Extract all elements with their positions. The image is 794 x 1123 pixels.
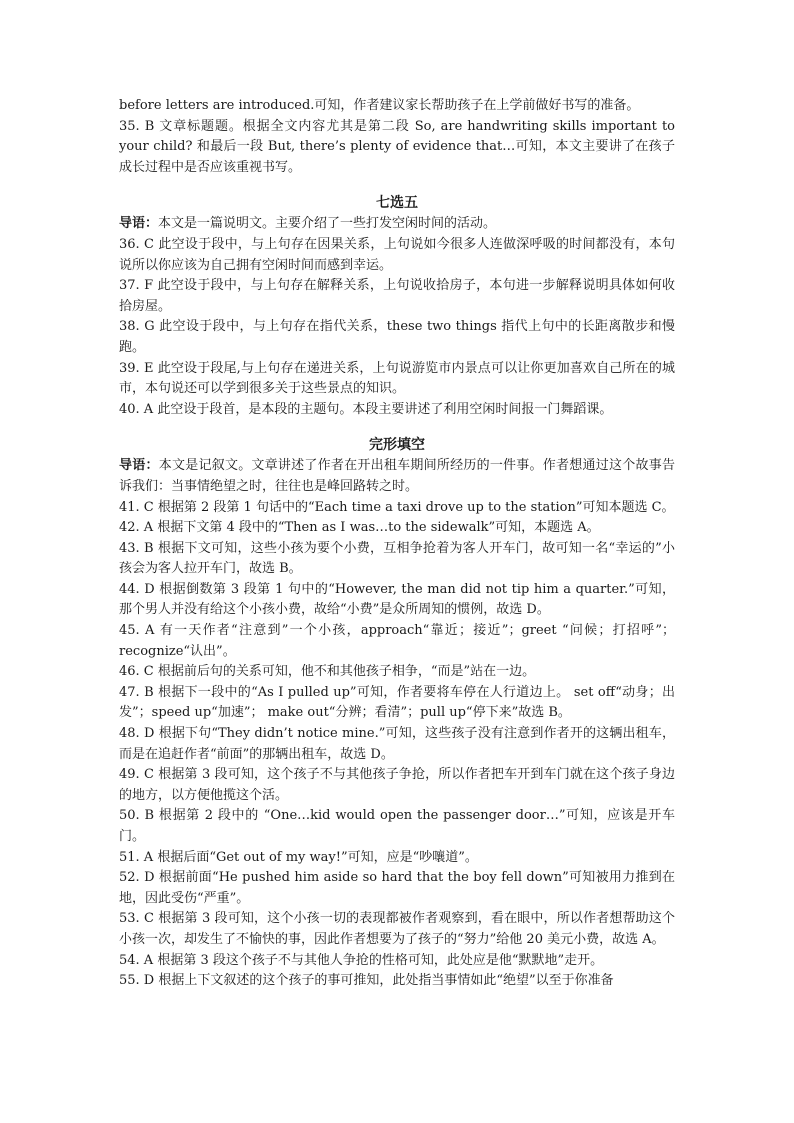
answer-item: 36. C 此空设于段中，与上句存在因果关系，上句说如今很多人连做深呼吸的时间都没有，本句说所以你应该为自己拥有空闲时间而感到幸运。 (119, 236, 675, 273)
section-title-cloze: 完形填空 (369, 437, 425, 454)
answer-item: 38. G 此空设于段中，与上句存在指代关系，these two things 指代上句中的长距离散步和慢跑。 (119, 319, 675, 355)
document-page (119, 96, 675, 992)
section-guide (119, 456, 675, 497)
answer-35: 35. B 文章标题题。根据全文内容尤其是第二段 So, are handwriting skills important to your child? 和最后一段 But, there’s plenty of evidence that…可知，本文主要讲了在孩子成长过程中是否应该重视书写。 (119, 118, 675, 175)
answer-item: 53. C 根据第 3 段可知，这个小孩一切的表现都被作者观察到，看在眼中，所以作者想帮助这个小孩一次，却发生了不愉快的事，因此作者想要为了孩子的“努力”给他 20 美元小费，故选 A。 (119, 911, 675, 947)
answer-item: 43. B 根据下文可知，这些小孩为要个小费，互相争抢着为客人开车门，故可知一名“幸运的”小孩会为客人拉开车门，故选 B。 (119, 540, 675, 577)
answer-item: 40. A 此空设于段首，是本段的主题句。本段主要讲述了利用空闲时间报一门舞蹈课。 (119, 401, 613, 417)
answer-item: 42. A 根据下文第 4 段中的“Then as I was…to the sidewalk”可知，本题选 A。 (119, 520, 600, 536)
answer-item: 54. A 根据第 3 段这个孩子不与其他人争抢的性格可知，此处应是他“默默地”走开。 (119, 952, 604, 968)
guide-text: 本文是一篇说明文。主要介绍了一些打发空闲时间的活动。 (158, 216, 497, 232)
answer-item: 52. D 根据前面“He pushed him aside so hard that the boy fell down”可知被用力推到在地，因此受伤“严重”。 (119, 870, 675, 906)
answer-item: 41. C 根据第 2 段第 1 句话中的“Each time a taxi drove up to the station”可知本题选 C。 (119, 499, 675, 515)
answer-item: 55. D 根据上下文叙述的这个孩子的事可推知，此处指当事情如此“绝望”以至于你准备 (119, 973, 614, 989)
guide-text: 本文是记叙文。文章讲述了作者在开出租车期间所经历的一件事。作者想通过这个故事告诉我们：当事情绝望之时，往往也是峰回路转之时。 (119, 458, 675, 494)
answer-item: 50. B 根据第 2 段中的 “One…kid would open the passenger door…”可知，应该是开车门。 (119, 808, 675, 844)
section-guide (119, 214, 675, 235)
answer-item: 44. D 根据倒数第 3 段第 1 句中的“However, the man did not tip him a quarter.”可知，那个男人并没有给这个小孩小费，故给“小费”是众所周知的惯例，故选 D。 (119, 581, 675, 618)
answer-item: 37. F 此空设于段中，与上句存在解释关系，上句说收拾房子，本句进一步解释说明具体如何收拾房屋。 (119, 278, 675, 314)
answer-item: 51. A 根据后面“Get out of my way!”可知，应是“吵嚷道”。 (119, 849, 478, 865)
section-title-seven-choose-five: 七选五 (376, 195, 418, 212)
answer-item: 46. C 根据前后句的关系可知，他不和其他孩子相争，“而是”站在一边。 (119, 664, 536, 680)
guide-label: 导语： (119, 216, 159, 232)
answer-item: 49. C 根据第 3 段可知，这个孩子不与其他孩子争抢，所以作者把车开到车门就在这个孩子身边的地方，以方便他揽这个活。 (119, 767, 675, 803)
intro-paragraph: before letters are introduced.可知，作者建议家长帮助孩子在上学前做好书写的准备。 (119, 98, 640, 113)
guide-label: 导语： (119, 458, 159, 474)
answer-item: 45. A 有一天作者“注意到”一个小孩，approach“靠近；接近”；greet “问候；打招呼”；recognize“认出”。 (119, 623, 675, 659)
answer-item: 48. D 根据下句“They didn’t notice mine.”可知，这些孩子没有注意到作者开的这辆出租车，而是在追赶作者“前面”的那辆出租车，故选 D。 (119, 726, 675, 762)
answer-item: 39. E 此空设于段尾,与上句存在递进关系，上句说游览市内景点可以让你更加喜欢自己所在的城市，本句说还可以学到很多关于这些景点的知识。 (119, 360, 675, 397)
answer-item: 47. B 根据下一段中的“As I pulled up”可知，作者要将车停在人行道边上。 set off“动身；出发”；speed up“加速”； make out“分辨；看清”；pull up“停下来”故选 B。 (119, 684, 675, 721)
